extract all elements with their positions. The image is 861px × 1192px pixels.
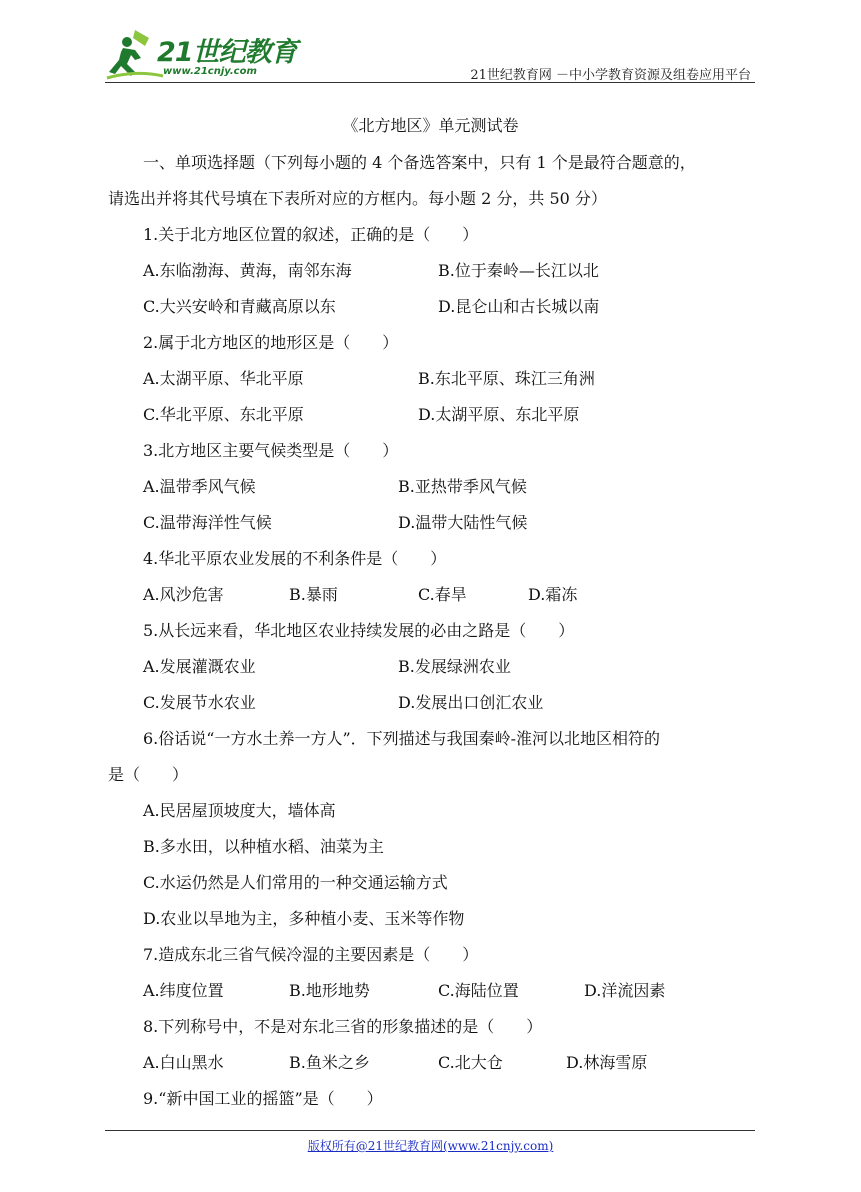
option-b: B.东北平原、珠江三角洲 (418, 369, 595, 388)
logo-url: www.21cnjy.com (163, 66, 257, 77)
option-d: D.林海雪原 (566, 1053, 648, 1072)
header-divider (105, 82, 755, 83)
option-a: A.东临渤海、黄海，南邻东海 (143, 261, 352, 280)
logo-title: 21世纪教育 (157, 37, 297, 68)
option-d: D.昆仑山和古长城以南 (438, 297, 600, 316)
question-stem-continued: 是（ ） (108, 765, 189, 784)
option-b: B.发展绿洲农业 (398, 657, 511, 676)
option-b: B.亚热带季风气候 (398, 477, 527, 496)
question-stem: 4.华北平原农业发展的不利条件是（ ） (143, 549, 447, 568)
option-c: C.春旱 (418, 585, 467, 604)
option-b: B.多水田，以种植水稻、油菜为主 (143, 837, 384, 856)
option-c: C.水运仍然是人们常用的一种交通运输方式 (143, 873, 448, 892)
question-stem: 6.俗话说“一方水土养一方人”．下列描述与我国秦岭-淮河以北地区相符的 (143, 729, 661, 748)
section-heading-line2: 请选出并将其代号填在下表所对应的方框内。每小题 2 分，共 50 分） (108, 189, 607, 208)
footer-divider (105, 1130, 755, 1131)
option-c: C.发展节水农业 (143, 693, 256, 712)
option-a: A.温带季风气候 (143, 477, 256, 496)
question-stem: 3.北方地区主要气候类型是（ ） (143, 441, 399, 460)
option-a: A.太湖平原、华北平原 (143, 369, 304, 388)
option-b: B.位于秦岭—长江以北 (438, 261, 599, 280)
page-header (105, 28, 755, 84)
option-d: D.发展出口创汇农业 (398, 693, 544, 712)
option-d: D.霜冻 (528, 585, 578, 604)
option-b: B.暴雨 (289, 585, 338, 604)
site-logo[interactable] (105, 28, 295, 82)
option-d: D.农业以旱地为主，多种植小麦、玉米等作物 (143, 909, 465, 928)
option-b: B.鱼米之乡 (289, 1053, 370, 1072)
running-man-icon (105, 28, 165, 82)
question-stem: 9.“新中国工业的摇篮”是（ ） (143, 1089, 383, 1108)
document-title: 《北方地区》单元测试卷 (342, 116, 519, 135)
copyright-link[interactable]: 版权所有@21世纪教育网(www.21cnjy.com) (307, 1139, 554, 1153)
section-heading-line1: 一、单项选择题（下列每小题的 4 个备选答案中，只有 1 个是最符合题意的， (143, 153, 696, 172)
question-stem: 5.从长远来看，华北地区农业持续发展的必由之路是（ ） (143, 621, 575, 640)
header-site-name: 21世纪教育网 －中小学教育资源及组卷应用平台 (470, 68, 751, 83)
option-a: A.发展灌溉农业 (143, 657, 256, 676)
option-d: D.洋流因素 (584, 981, 666, 1000)
option-c: C.海陆位置 (438, 981, 519, 1000)
option-b: B.地形地势 (289, 981, 370, 1000)
option-a: A.纬度位置 (143, 981, 224, 1000)
question-stem: 2.属于北方地区的地形区是（ ） (143, 333, 399, 352)
option-d: D.温带大陆性气候 (398, 513, 528, 532)
question-stem: 8.下列称号中，不是对东北三省的形象描述的是（ ） (143, 1017, 543, 1036)
question-stem: 1.关于北方地区位置的叙述，正确的是（ ） (143, 225, 479, 244)
option-c: C.温带海洋性气候 (143, 513, 272, 532)
question-stem: 7.造成东北三省气候冷湿的主要因素是（ ） (143, 945, 479, 964)
option-c: C.北大仓 (438, 1053, 503, 1072)
option-a: A.民居屋顶坡度大，墙体高 (143, 801, 336, 820)
option-c: C.大兴安岭和青藏高原以东 (143, 297, 336, 316)
option-d: D.太湖平原、东北平原 (418, 405, 580, 424)
option-a: A.白山黑水 (143, 1053, 224, 1072)
option-a: A.风沙危害 (143, 585, 224, 604)
option-c: C.华北平原、东北平原 (143, 405, 304, 424)
